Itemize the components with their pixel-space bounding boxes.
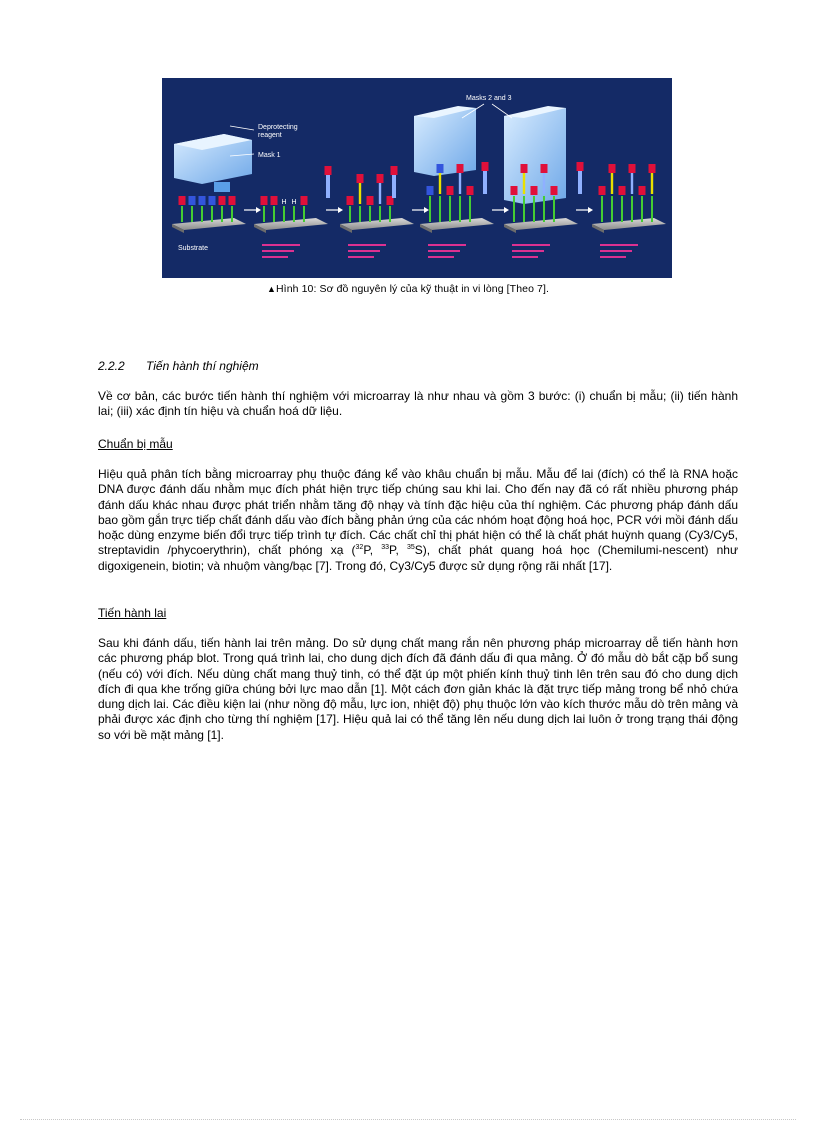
isotope-32-text: P, bbox=[363, 543, 382, 558]
probe-head bbox=[301, 196, 308, 205]
step-caption-mark bbox=[348, 256, 374, 258]
probe-head bbox=[619, 186, 626, 195]
step-caption-mark bbox=[428, 250, 460, 252]
probe-chain bbox=[379, 182, 381, 204]
step-caption-mark bbox=[262, 244, 300, 246]
figure-caption bbox=[0, 283, 816, 295]
substrate-slab bbox=[254, 218, 328, 230]
probe-chain bbox=[523, 172, 525, 194]
substrate-label: Substrate bbox=[178, 245, 208, 252]
photolithography-diagram bbox=[162, 78, 672, 278]
probe-head bbox=[427, 186, 434, 195]
probe-head bbox=[189, 196, 196, 205]
sample-prep-text-b: , chất phát quang hoá học (Chemilumi-nescent) như digoxigenein, biotin; và nhuộm vàng/bạc [7]. Trong đó, Cy3/Cy5 được sử dụng rộng rãi nhất [17]. bbox=[98, 543, 738, 573]
isotope-35-text: S) bbox=[414, 543, 427, 558]
free-reagent-head bbox=[325, 166, 332, 175]
substrate-slab bbox=[340, 218, 414, 230]
probe-chain bbox=[439, 172, 441, 194]
page-footer-rule bbox=[20, 1119, 796, 1120]
synthesis-steps bbox=[172, 162, 666, 258]
subheading-sample-prep: Chuẩn bị mẫu bbox=[98, 437, 173, 451]
subheading-hybridization: Tiến hành lai bbox=[98, 606, 167, 620]
isotope-33-sup: 33 bbox=[381, 544, 390, 552]
step-caption-mark bbox=[428, 244, 466, 246]
free-reagent-head bbox=[482, 162, 489, 171]
probe-head bbox=[209, 196, 216, 205]
caption-marker: ▲ bbox=[266, 284, 276, 294]
process-arrowhead bbox=[504, 207, 509, 213]
process-arrowhead bbox=[588, 207, 593, 213]
step-caption-mark bbox=[262, 256, 288, 258]
process-arrowhead bbox=[338, 207, 343, 213]
probe-head bbox=[649, 164, 656, 173]
hydroxyl-mark: H bbox=[291, 199, 297, 206]
substrate-slab bbox=[592, 218, 666, 230]
step-caption-mark bbox=[600, 244, 638, 246]
hybridization-paragraph: Sau khi đánh dấu, tiến hành lai trên mảng. Do sử dụng chất mang rắn nên phương pháp microarray dễ tiến hành hơn các phương pháp blot. Trong quá trình lai, cho dung dịch đích đã đánh dấu đi qua mảng. Ở đó mẫu dò bắt cặp bổ sung (nếu có) với đích. Nếu dùng chất mang thuỷ tinh, có thể đặt úp một phiến kính thuỷ tinh lên trên sau đó cho dung dịch đích đi qua khe trống giữa chúng bởi lực mao dẫn [1]. Một cách đơn giản khác là đặt trực tiếp mảng trong bể nhỏ chứa dung dịch lai. Các điều kiện lai (như nồng độ mẫu, lực ion, nhiệt độ) phụ thuộc lớn vào kích thước mẫu dò trên mảng và phải được xác định cho từng thí nghiệm [17]. Hiệu quả lai có thể tăng lên nếu dung dịch lai luôn ở trong trạng thái động so với bề mặt mảng [1]. bbox=[98, 636, 738, 742]
substrate-slab bbox=[504, 218, 578, 230]
section-heading bbox=[98, 359, 259, 373]
probe-head bbox=[367, 196, 374, 205]
probe-chain bbox=[543, 172, 545, 194]
mask3-pointer bbox=[492, 104, 512, 118]
isotope-33-text: P, bbox=[389, 543, 407, 558]
caption-text: Hình 10: Sơ đồ nguyên lý của kỹ thuật in vi lòng [Theo 7]. bbox=[276, 283, 550, 295]
probe-head bbox=[467, 186, 474, 195]
reagent-pointer bbox=[230, 126, 254, 130]
free-reagent-head bbox=[577, 162, 584, 171]
probe-chain bbox=[651, 172, 653, 194]
intro-paragraph: Về cơ bản, các bước tiến hành thí nghiệm với microarray là như nhau và gồm 3 bước: (i) chuẩn bị mẫu; (ii) tiến hành lai; (iii) xác định tín hiệu và chuẩn hoá dữ liệu. bbox=[98, 389, 738, 419]
probe-chain bbox=[459, 172, 461, 194]
free-reagent-chain bbox=[578, 170, 582, 194]
probe-head bbox=[437, 164, 444, 173]
mask-1-opening bbox=[214, 182, 230, 192]
probe-chain bbox=[631, 172, 633, 194]
free-reagent-chain bbox=[326, 174, 330, 198]
substrate-slab bbox=[420, 218, 494, 230]
mask1-label: Mask 1 bbox=[258, 152, 281, 159]
free-reagent-head bbox=[391, 166, 398, 175]
probe-chain bbox=[359, 182, 361, 204]
section-title: Tiến hành thí nghiệm bbox=[146, 359, 259, 373]
probe-head bbox=[541, 164, 548, 173]
probe-head bbox=[639, 186, 646, 195]
step-caption-mark bbox=[512, 256, 538, 258]
probe-head bbox=[457, 164, 464, 173]
probe-head bbox=[377, 174, 384, 183]
probe-head bbox=[219, 196, 226, 205]
step-1-masking bbox=[174, 124, 298, 192]
step-caption-mark bbox=[348, 250, 380, 252]
probe-head bbox=[229, 196, 236, 205]
step-caption-mark bbox=[600, 250, 632, 252]
probe-head bbox=[271, 196, 278, 205]
photolithography-figure bbox=[162, 78, 672, 278]
isotope-32-sup: 32 bbox=[355, 544, 364, 552]
probe-head bbox=[347, 196, 354, 205]
probe-head bbox=[599, 186, 606, 195]
mask-2-shape bbox=[414, 108, 476, 176]
step-caption-mark bbox=[262, 250, 294, 252]
isotope-35-sup: 35 bbox=[406, 544, 415, 552]
probe-head bbox=[531, 186, 538, 195]
process-arrowhead bbox=[256, 207, 261, 213]
free-reagent-chain bbox=[392, 174, 396, 198]
free-reagent-chain bbox=[483, 170, 487, 194]
substrate-slab bbox=[172, 218, 246, 230]
probe-head bbox=[447, 186, 454, 195]
sample-prep-paragraph bbox=[98, 467, 738, 574]
deprotecting-label: Deprotecting bbox=[258, 124, 298, 131]
step-caption-mark bbox=[512, 244, 550, 246]
masks23-label: Masks 2 and 3 bbox=[466, 95, 512, 102]
probe-head bbox=[609, 164, 616, 173]
reagent-label: reagent bbox=[258, 132, 282, 139]
step-caption-mark bbox=[512, 250, 544, 252]
probe-head bbox=[261, 196, 268, 205]
probe-head bbox=[551, 186, 558, 195]
sample-prep-text-a: Hiệu quả phân tích bằng microarray phụ thuộc đáng kể vào khâu chuẩn bị mẫu. Mẫu để lai (đích) có thể là RNA hoặc DNA được đánh dấu nhằm mục đích phát hiện trực tiếp chúng sau khi lai. Cho đến nay đã có rất nhiều phương pháp đánh dấu khác nhau được phát triển nhằm tăng độ nhạy và tính đặc hiệu của thí nghiệm. Các phương pháp đánh dấu bao gồm gắn trực tiếp chất đánh dấu vào đích bằng phản ứng của các nhóm hoạt động hoá học, PCR với mồi đánh dấu hoặc dùng enzyme biến đổi trực tiếp trình tự đích. Các chất chỉ thị phát hiện có thể là chất phát huỳnh quang (Cy3/Cy5, streptavidin /phycoerythrin), chất phóng xạ ( bbox=[98, 467, 738, 558]
hydroxyl-mark: H bbox=[281, 199, 287, 206]
step-caption-mark bbox=[428, 256, 454, 258]
step-caption-mark bbox=[348, 244, 386, 246]
probe-head bbox=[179, 196, 186, 205]
probe-head bbox=[357, 174, 364, 183]
probe-head bbox=[511, 186, 518, 195]
probe-chain bbox=[611, 172, 613, 194]
section-number: 2.2.2 bbox=[98, 359, 125, 373]
process-arrowhead bbox=[424, 207, 429, 213]
probe-head bbox=[199, 196, 206, 205]
probe-head bbox=[521, 164, 528, 173]
probe-head bbox=[629, 164, 636, 173]
step-caption-mark bbox=[600, 256, 626, 258]
